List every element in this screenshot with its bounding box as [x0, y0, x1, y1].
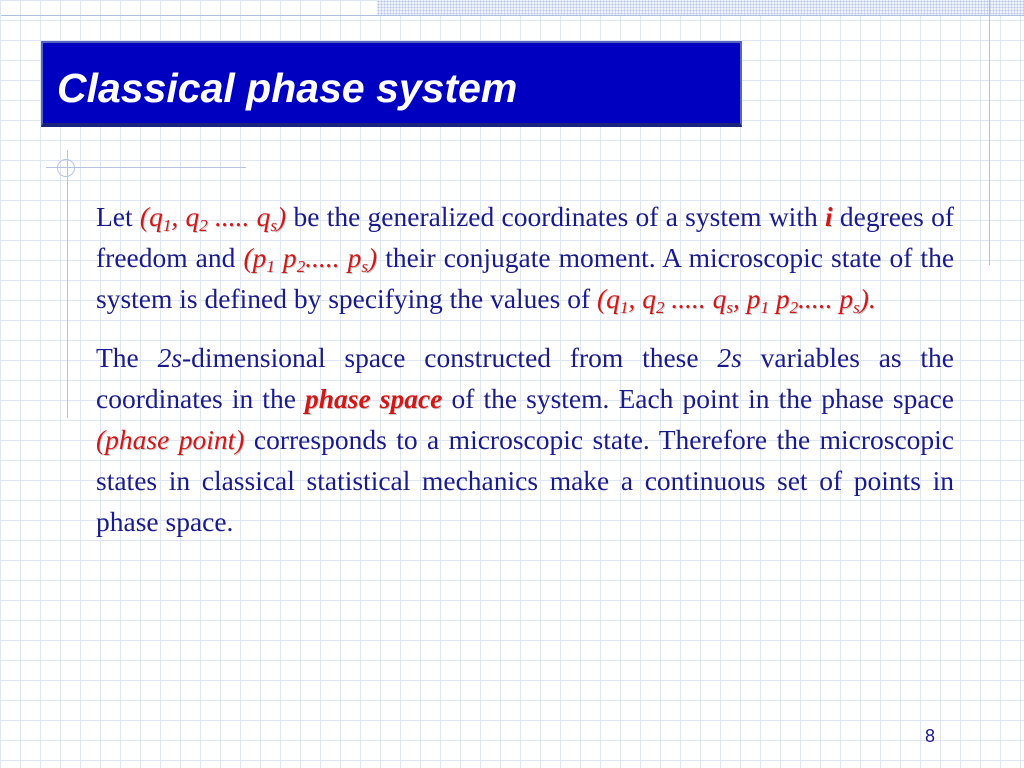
q-dots: ..... q: [207, 201, 271, 232]
v-dots-2: ..... p: [798, 283, 854, 314]
p-sub-1: 1: [266, 256, 275, 276]
degrees-symbol-i: i: [824, 201, 833, 232]
two-s-symbol: 2s: [157, 342, 183, 373]
decorative-circle-icon: [57, 159, 75, 177]
q-sub-1: 1: [162, 215, 172, 235]
p-dots: ..... p: [305, 242, 362, 273]
slide-body: [96, 196, 954, 542]
para2-text-4: of the system. Each point in the phase space: [442, 383, 955, 414]
para2-text-1: The: [96, 342, 158, 373]
state-values-tuple: [597, 283, 876, 317]
p-sub-2: 2: [296, 256, 306, 276]
q-sub-2: 2: [199, 215, 208, 235]
slide-title: Classical phase system: [57, 65, 518, 111]
v-mid-3: p: [769, 283, 790, 314]
v-sub-2: 2: [655, 297, 665, 317]
p-open: (p: [243, 242, 267, 273]
para1-text-4: their conjugate moment. A microscopic state of the system is defined by specifying the values of: [96, 242, 955, 314]
two-s-symbol: 2s: [717, 342, 742, 373]
q-open: (q: [139, 201, 163, 232]
v-close: ).: [859, 283, 876, 314]
top-decorative-band: [1, 0, 1024, 16]
p-sub-s: s: [361, 256, 369, 276]
decorative-horizontal-line: [46, 167, 246, 168]
v-mid-2: , p: [732, 283, 761, 314]
right-decorative-rule: [989, 0, 990, 265]
page-number: 8: [924, 726, 935, 746]
decorative-vertical-line: [67, 150, 68, 418]
q-mid: , q: [171, 201, 200, 232]
v-sub-1: 1: [619, 297, 629, 317]
v-sub-s: s: [726, 297, 733, 317]
para1-text-1: Let: [96, 201, 140, 232]
v-mid-1: , q: [628, 283, 656, 314]
para2-text-2: -dimensional space constructed from these: [182, 342, 718, 373]
coordinates-q-tuple: [139, 201, 287, 235]
para1-text-3: degrees of freedom and: [96, 201, 955, 273]
top-dotted-pattern: [377, 0, 1024, 15]
phase-space-term: phase space: [304, 383, 443, 414]
paragraph-phase-space: [96, 337, 954, 542]
phase-point-term: (phase point): [96, 424, 245, 455]
paragraph-generalized-coordinates: [96, 196, 954, 319]
para2-text-3: variables as the coordinates in the: [96, 342, 955, 414]
v-sub-p2: 2: [789, 297, 799, 317]
v-open: (q: [597, 283, 620, 314]
v-sub-p1: 1: [760, 297, 769, 317]
momenta-p-tuple: [243, 242, 378, 276]
para1-text-2: be the generalized coordinates of a system with: [286, 201, 825, 232]
para2-text-5: corresponds to a microscopic state. Therefore the microscopic states in classical statistical mechanics make a continuous set of points in phase space.: [96, 424, 954, 537]
title-banner: [41, 41, 742, 127]
v-dots-1: ..... q: [664, 283, 727, 314]
q-close: ): [277, 201, 287, 232]
p-mid: p: [274, 242, 297, 273]
v-sub-ps: s: [853, 297, 860, 317]
q-sub-s: s: [270, 215, 278, 235]
p-close: ): [368, 242, 378, 273]
top-rule: [1, 15, 1024, 16]
